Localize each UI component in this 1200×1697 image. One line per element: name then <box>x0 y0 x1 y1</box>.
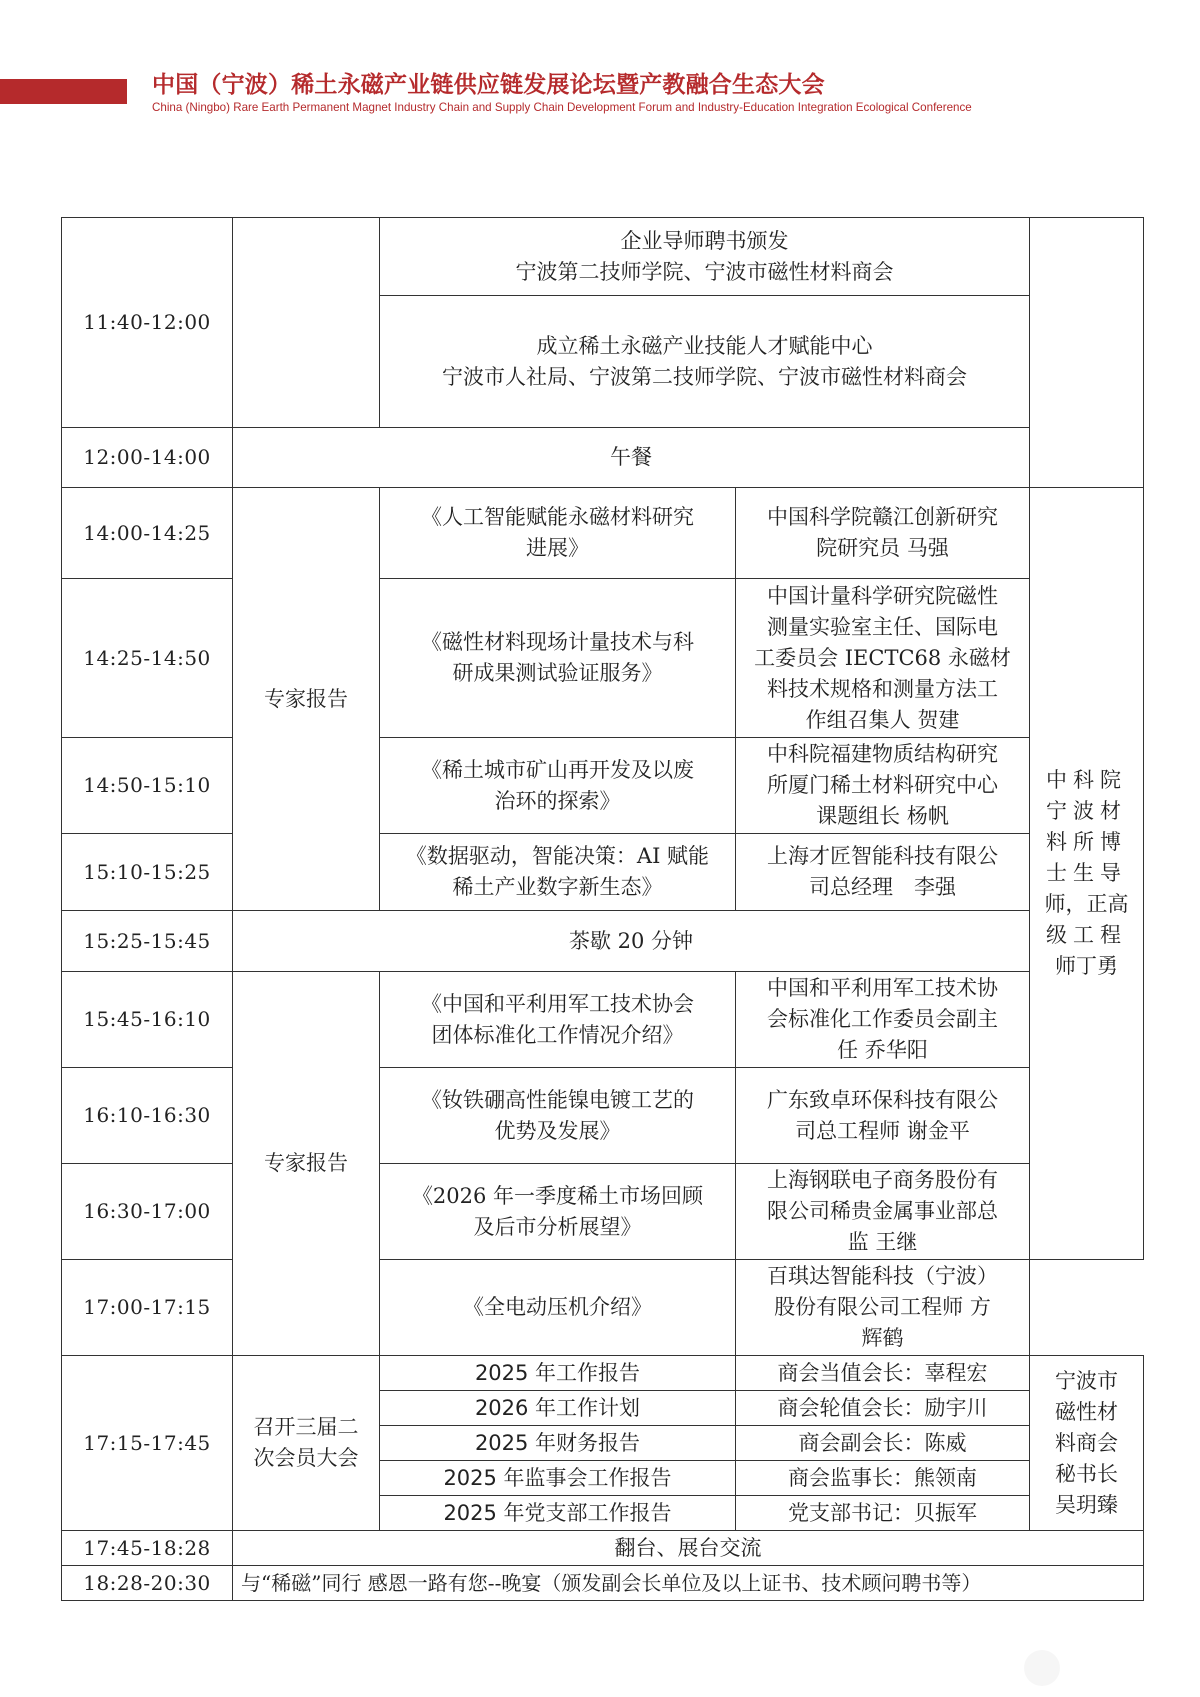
talk-speaker <box>736 834 1030 911</box>
host-line: 宁波材 <box>1046 799 1127 823</box>
meeting-host <box>1030 1356 1144 1531</box>
ceremony-item <box>380 296 1030 428</box>
table-row <box>62 972 1144 1068</box>
report-presenter: 商会当值会长：辜程宏 <box>736 1356 1030 1391</box>
topic-line: 《稀土城市矿山再开发及以废 <box>421 757 694 782</box>
time-cell: 12:00-14:00 <box>62 428 233 488</box>
host-line: 中科院 <box>1046 768 1127 792</box>
lunch-cell: 午餐 <box>233 428 1030 488</box>
speaker-line: 课题组长 杨帆 <box>816 804 949 828</box>
talk-topic <box>380 488 736 579</box>
session-host <box>1030 488 1144 1260</box>
talk-topic <box>380 972 736 1068</box>
time-cell: 14:25-14:50 <box>62 579 233 738</box>
time-cell: 18:28-20:30 <box>62 1566 233 1601</box>
session-label: 专家报告 <box>233 972 380 1356</box>
talk-topic <box>380 738 736 834</box>
speaker-line: 广东致卓环保科技有限公 <box>767 1087 998 1112</box>
table-row <box>62 1260 1144 1356</box>
host-line: 级工程 <box>1046 923 1127 947</box>
item-org: 宁波市人社局、宁波第二技师学院、宁波市磁性材料商会 <box>442 364 967 389</box>
time-cell: 14:50-15:10 <box>62 738 233 834</box>
report-item: 2026 年工作计划 <box>380 1391 736 1426</box>
host-line: 料所博 <box>1046 830 1127 854</box>
watermark-mark <box>1024 1650 1060 1686</box>
topic-line: 《钕铁硼高性能镍电镀工艺的 <box>421 1087 694 1112</box>
time-cell: 16:30-17:00 <box>62 1164 233 1260</box>
report-presenter: 商会监事长：熊领南 <box>736 1461 1030 1496</box>
table-row <box>62 1068 1144 1164</box>
speaker-line: 股份有限公司工程师 方 <box>774 1295 991 1319</box>
host-line: 师丁勇 <box>1055 954 1118 978</box>
host-line: 料商会 <box>1055 1430 1118 1455</box>
speaker-line: 中国科学院赣江创新研究 <box>767 505 998 529</box>
report-presenter: 党支部书记：贝振军 <box>736 1496 1030 1531</box>
speaker-line: 限公司稀贵金属事业部总 <box>767 1199 998 1223</box>
speaker-line: 上海钢联电子商务股份有 <box>767 1168 998 1192</box>
talk-speaker <box>736 579 1030 738</box>
topic-line: 治环的探索》 <box>494 788 621 813</box>
report-item: 2025 年监事会工作报告 <box>380 1461 736 1496</box>
talk-topic <box>380 1164 736 1260</box>
conference-title-en: China (Ningbo) Rare Earth Permanent Magnet Industry Chain and Supply Chain Development Forum and Industry-Education Integration Ecological Conference <box>152 101 972 114</box>
report-item: 2025 年工作报告 <box>380 1356 736 1391</box>
table-row <box>62 1356 1144 1391</box>
tea-break-cell: 茶歇 20 分钟 <box>233 911 1030 972</box>
host-line: 秘书长 <box>1055 1461 1118 1486</box>
speaker-line: 司总经理 李强 <box>809 875 956 899</box>
talk-topic <box>380 834 736 911</box>
time-cell: 14:00-14:25 <box>62 488 233 579</box>
topic-line: 《2026 年一季度稀土市场回顾 <box>411 1183 704 1208</box>
report-item: 2025 年财务报告 <box>380 1426 736 1461</box>
speaker-line: 料技术规格和测量方法工 <box>767 676 998 701</box>
talk-speaker <box>736 1068 1030 1164</box>
talk-speaker <box>736 738 1030 834</box>
conference-title: 中国（宁波）稀土永磁产业链供应链发展论坛暨产教融合生态大会 <box>152 72 825 98</box>
table-row <box>62 579 1144 738</box>
time-cell: 15:25-15:45 <box>62 911 233 972</box>
speaker-line: 作组召集人 贺建 <box>805 707 960 732</box>
time-cell: 11:40-12:00 <box>62 218 233 428</box>
speaker-line: 任 乔华阳 <box>837 1038 928 1062</box>
table-row <box>62 1566 1144 1601</box>
table-row <box>62 1531 1144 1566</box>
item-title: 企业导师聘书颁发 <box>620 228 789 253</box>
table-row <box>62 488 1144 579</box>
host-line: 士生导 <box>1046 861 1127 885</box>
ceremony-item <box>380 218 1030 296</box>
table-row <box>62 218 1144 296</box>
speaker-line: 司总工程师 谢金平 <box>795 1118 970 1143</box>
talk-speaker <box>736 1164 1030 1260</box>
time-cell: 15:10-15:25 <box>62 834 233 911</box>
topic-line: 稀土产业数字新生态》 <box>452 875 663 899</box>
topic-line: 《数据驱动，智能决策：AI 赋能 <box>405 844 710 868</box>
report-presenter: 商会副会长：陈威 <box>736 1426 1030 1461</box>
time-cell: 17:00-17:15 <box>62 1260 233 1356</box>
item-title: 成立稀土永磁产业技能人才赋能中心 <box>536 333 873 358</box>
table-row <box>62 1164 1144 1260</box>
meeting-label-line: 召开三届二 <box>253 1415 359 1439</box>
speaker-line: 中国计量科学研究院磁性 <box>767 583 998 608</box>
time-cell: 15:45-16:10 <box>62 972 233 1068</box>
item-org: 宁波第二技师学院、宁波市磁性材料商会 <box>515 259 894 284</box>
session-label: 专家报告 <box>233 488 380 911</box>
topic-line: 团体标准化工作情况介绍》 <box>431 1022 684 1047</box>
speaker-line: 测量实验室主任、国际电 <box>767 614 998 639</box>
host-line: 磁性材 <box>1055 1399 1118 1424</box>
topic-line: 优势及发展》 <box>494 1118 621 1143</box>
booth-exchange-cell: 翻台、展台交流 <box>233 1531 1144 1566</box>
speaker-line: 所厦门稀土材料研究中心 <box>767 773 998 797</box>
speaker-line: 中国和平利用军工技术协 <box>767 976 998 1000</box>
talk-speaker <box>736 972 1030 1068</box>
time-cell: 17:45-18:28 <box>62 1531 233 1566</box>
table-row <box>62 738 1144 834</box>
host-line: 师，正高 <box>1044 892 1129 916</box>
talk-speaker <box>736 1260 1030 1356</box>
table-row <box>62 911 1144 972</box>
talk-speaker <box>736 488 1030 579</box>
topic-line: 进展》 <box>526 536 589 560</box>
meeting-label <box>233 1356 380 1531</box>
topic-line: 《人工智能赋能永磁材料研究 <box>421 505 694 529</box>
report-presenter: 商会轮值会长：励宇川 <box>736 1391 1030 1426</box>
speaker-line: 辉鹤 <box>861 1326 904 1350</box>
talk-topic <box>380 1068 736 1164</box>
speaker-line: 上海才匠智能科技有限公 <box>767 844 998 868</box>
speaker-line: 百琪达智能科技（宁波） <box>767 1264 998 1288</box>
time-cell: 16:10-16:30 <box>62 1068 233 1164</box>
table-row <box>62 428 1144 488</box>
speaker-line: 中科院福建物质结构研究 <box>767 742 998 766</box>
banquet-cell: 与“稀磁”同行 感恩一路有您--晚宴（颁发副会长单位及以上证书、技术顾问聘书等） <box>233 1566 1144 1601</box>
topic-line: 及后市分析展望》 <box>473 1214 642 1239</box>
host-cell-empty <box>1030 218 1144 488</box>
category-cell-empty <box>233 218 380 428</box>
header-accent-bar <box>0 79 127 104</box>
topic-line: 《中国和平利用军工技术协会 <box>421 991 694 1016</box>
host-line: 吴玥臻 <box>1055 1492 1118 1517</box>
speaker-line: 会标准化工作委员会副主 <box>767 1007 998 1031</box>
topic-line: 研成果测试验证服务》 <box>452 661 663 685</box>
table-row <box>62 834 1144 911</box>
talk-topic <box>380 579 736 738</box>
report-item: 2025 年党支部工作报告 <box>380 1496 736 1531</box>
agenda-table <box>61 217 1144 1601</box>
topic-line: 《磁性材料现场计量技术与科 <box>421 630 694 654</box>
topic-line: 《全电动压机介绍》 <box>463 1295 652 1319</box>
meeting-label-line: 次会员大会 <box>253 1446 359 1470</box>
speaker-line: 院研究员 马强 <box>816 536 949 560</box>
speaker-line: 工委员会 IECTC68 永磁材 <box>754 645 1011 670</box>
host-line: 宁波市 <box>1055 1368 1118 1393</box>
time-cell: 17:15-17:45 <box>62 1356 233 1531</box>
speaker-line: 监 王继 <box>847 1230 918 1254</box>
talk-topic <box>380 1260 736 1356</box>
